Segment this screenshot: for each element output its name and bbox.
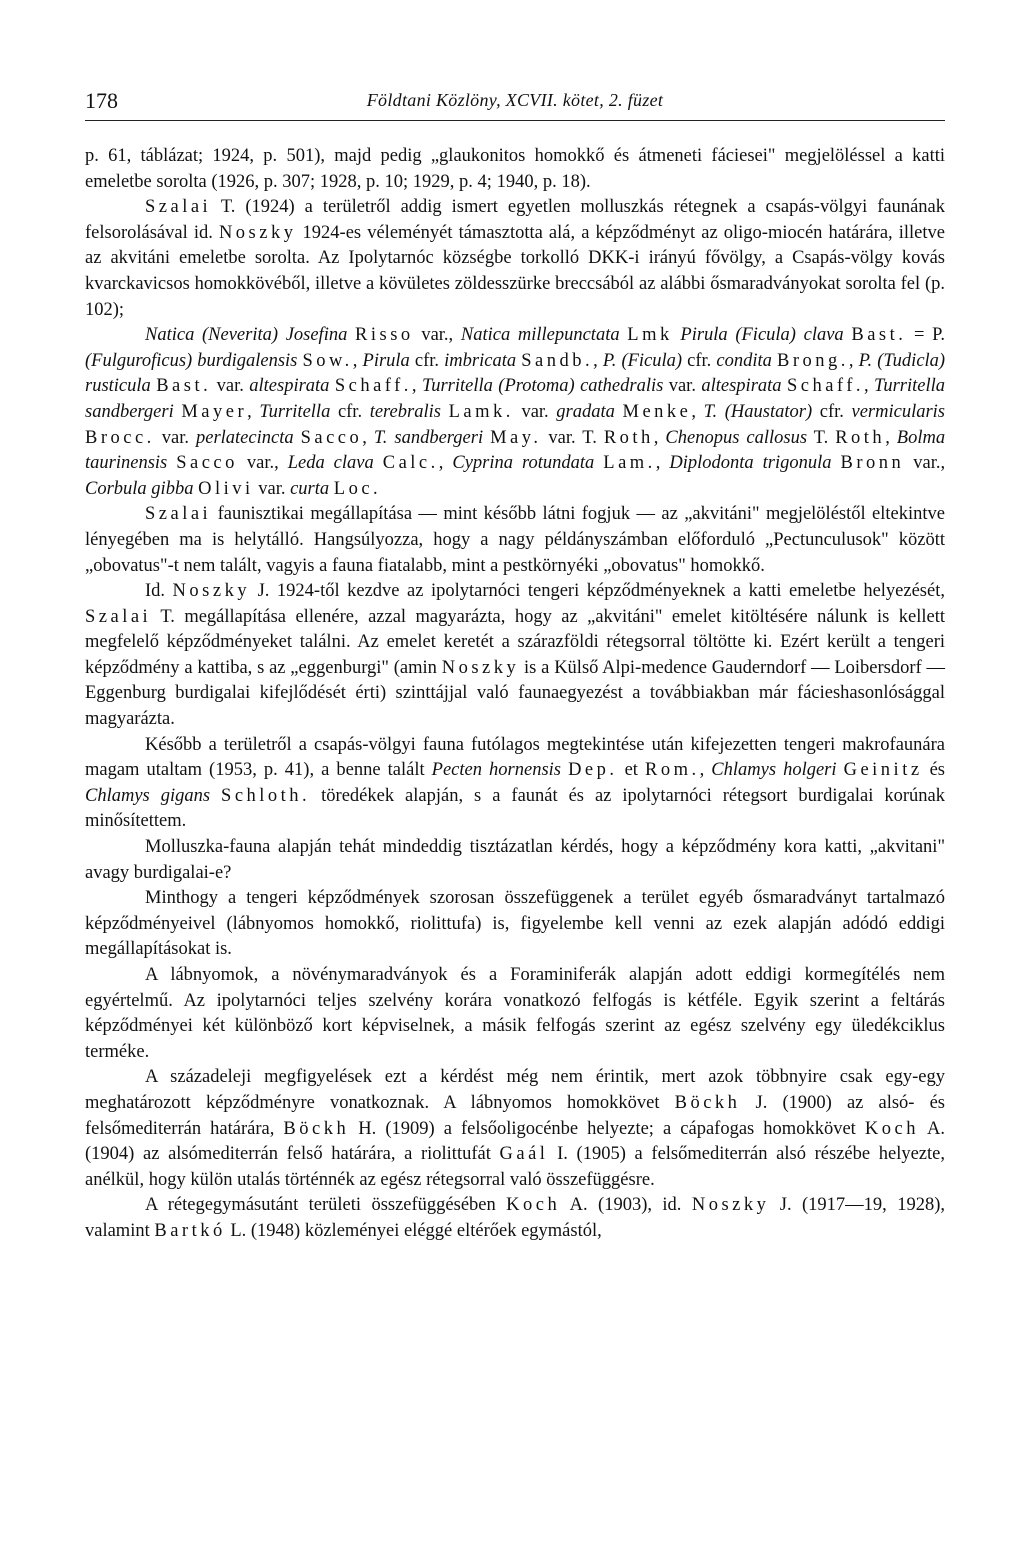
taxon: altespirata [249,376,330,397]
author-name: Lmk [627,325,673,346]
author-name: Sacco [176,453,238,474]
taxon: Pecten hornensis [431,760,561,781]
paragraph-11 [85,1193,945,1244]
text-run: H. (1909) a felsőoligocénbe helyezte; a cápafogas homokkövet [349,1118,865,1139]
paragraph-10 [85,1065,945,1193]
text-run: , [593,350,603,371]
author-name: Noszky [172,581,251,602]
text-run: J. 1924-től kezdve az ipolytarnóci tengeri képződményeknek a katti emeletbe helyezését, [250,581,945,602]
taxon: Pirula [362,350,410,371]
author-name: Sacco [300,427,363,448]
taxon: Diplodonta trigonula [669,453,832,474]
paragraph-1-text: p. 61, táblázat; 1924, p. 501), majd pedig „glaukonitos homokkő és átmeneti fáciesei" megjelöléssel a katti emeletbe sorolta (1926, p. 307; 1928, p. 10; 1929, p. 4; 1940, p. 18). [85,146,945,192]
author-name: Böckh [283,1118,350,1139]
fauna-list [85,323,945,502]
page-number: 178 [85,88,118,113]
author-name: Sandb. [521,350,594,371]
taxon: perlatecincta [195,427,294,448]
text-run: , [864,376,875,397]
text-run: Id. [145,581,173,602]
author-name: Noszky [441,657,520,678]
taxon: Chlamys gigans [85,785,211,806]
author-name: Sow. [302,350,353,371]
taxon: Chenopus callosus [665,427,808,448]
taxon: terebralis [369,401,441,422]
text-run: , [362,427,374,448]
taxon: imbricata [444,350,517,371]
author-name: Lamk. [448,401,514,422]
paragraph-2 [85,195,945,323]
text-run: is a Külső Alpi-medence Gauderndorf — Loibersdorf — Eggenburg burdigalai kifejlődését érti) szinttájjal való faunaegyezést a továbbiakban már fácieshasonlósággal magyarázta. [85,657,945,730]
taxon: Turritella sandbergeri [85,376,945,422]
text-run: var. [663,376,702,397]
taxon: Pirula (Ficula) clava [680,325,844,346]
author-name: May. [490,427,542,448]
taxon: P. (Tudicla) rusticula [85,350,946,397]
author-name: Schloth. [221,785,311,806]
text-run: var. [513,401,557,422]
text-run: Molluszka-fauna alapján tehát mindeddig tisztázatlan kérdés, hogy a képződmény kora katti, „akvitani" avagy burdigalai-e? [85,837,945,883]
taxon: altespirata [701,376,782,397]
author-name: Brocc. [85,427,155,448]
text-run: I. (1905) a felsőmediterrán alsó részébe helyezte, anélkül, hogy külön utalás történnék az egész rétegsorral való összefüggésre. [85,1144,945,1190]
taxon: Natica (Neverita) Josefina [145,325,348,346]
author-name: Calc. [382,453,439,474]
text-run: J. (1900) az alsó- és felsőmediterrán határára, [85,1092,945,1139]
text-run: A századeleji megfigyelések ezt a kérdést még nem érintik, mert azok többnyire csak egy-egy meghatározott képződményre vonatkoznak. A lábnyomos homokkövet [85,1067,945,1113]
text-run: A. (1903), id. [560,1195,692,1216]
text-run: Később a területről a csapás-völgyi fauna futólagos megtekintése után kifejezetten tengeri makrofaunára magam utaltam (1953, p. 41), a benne talált [85,734,945,781]
text-run: et [617,760,645,781]
taxon: curta [290,478,330,499]
text-run: , [247,401,260,422]
text-run: J. (1917—19, 1928), valamint [85,1195,945,1241]
taxon: Chlamys holgeri [711,760,837,781]
text-run: cfr. [409,350,445,371]
taxon: Corbula gibba [85,478,194,499]
author-name: Dep. [568,760,618,781]
author-name: Rom. [644,760,700,781]
text-run: var., [413,325,461,346]
taxon: T. (Haustator) [703,401,813,422]
text-run: , [848,350,859,371]
text-run: , [699,760,712,781]
paragraph-7 [85,835,945,886]
author-name: Lam. [603,453,656,474]
taxon: Natica millepunctata [460,325,620,346]
author-name: Geinitz [843,760,923,781]
taxon: Leda clava [287,453,374,474]
text-run: var., [904,453,946,474]
author-name: Brong. [777,350,849,371]
text-run: = P. [906,325,946,346]
journal-title: Földtani Közlöny, XCVII. kötet, 2. füzet [366,90,664,110]
text-run: var., [237,453,288,474]
taxon: vermicularis [851,401,945,422]
author-name: Szalai [145,504,212,525]
text-run: töredékek alapján, s a faunát és az ipolytarnóci rétegsort burdigalai korúnak minősítettem. [85,785,945,832]
taxon: Turritella (Protoma) cathedralis [421,376,664,397]
author-name: Koch [864,1118,919,1139]
text-run: , [411,376,422,397]
author-name: Olivi [198,478,254,499]
text-run: , [352,350,363,371]
text-run: , [438,453,453,474]
author-name: Bartkó [154,1220,226,1241]
author-name: Mayer [181,401,248,422]
text-run: cfr. [682,350,717,371]
author-name: Bronn [840,453,905,474]
body-text [85,144,945,1245]
author-name: Szalai [145,197,212,218]
author-name: Noszky [218,222,297,243]
taxon: T. sandbergeri [373,427,484,448]
author-name: Noszky [691,1195,770,1216]
taxon: Turritella [259,401,331,422]
text-run: T. [807,427,836,448]
author-name: Risso [355,325,414,346]
paragraph-1 [85,144,945,195]
text-run: , [691,401,704,422]
text-run: L. (1948) közleményei eléggé eltérőek egymástól, [225,1220,602,1241]
text-run: A rétegegymásutánt területi összefüggésében [145,1195,507,1216]
taxon: P. (Ficula) [602,350,683,371]
text-run: , [655,453,670,474]
running-header [85,86,945,121]
author-name: Szalai [85,606,152,627]
paragraph-5 [85,579,945,733]
author-name: Menke [622,401,692,422]
author-name: Roth [835,427,886,448]
paragraph-9 [85,963,945,1065]
paragraph-8 [85,886,945,963]
taxon: gradata [556,401,615,422]
text-run: var. [253,478,291,499]
author-name: Gaál [499,1144,549,1165]
text-run: és [922,760,946,781]
text-run: A lábnyomok, a növénymaradványok és a Foraminiferák alapján adott eddigi kormegítélés nem egyértelmű. Az ipolytarnóci teljes szelvény korára vonatkozó felfogás is kétféle. Egyik szerint a feltárás képződményei két különböző kort képviselnek, a másik felfogás szerint az egész szelvény egy üledékciklus terméke. [85,965,945,1062]
text-run: T. (1924) a területről addig ismert egyetlen molluszkás rétegnek a csapás-völgyi faunának felsorolásával id. [85,197,945,243]
author-name: Loc. [333,478,382,499]
author-name: Schaff. [334,376,412,397]
text-run: cfr. [812,401,852,422]
taxon: (Fulguroficus) burdigalensis [85,350,298,371]
author-name: Roth [603,427,654,448]
author-name: Schaff. [786,376,865,397]
text-run: var. [211,376,250,397]
text-run: , [653,427,666,448]
text-run: 1924-es véleményét támasztotta alá, a képződményt az oligo-miocén határára, illetve az akvitáni emeletbe sorolta. Az Ipolytarnóc községbe torkolló DKK-i irányú fővölgy, a Csapás-völgy kovás kvarckavicsos homokkövéből, illetve a kövületes zöldesszürke breccsából az alábbi ősmaradványokat sorolta fel (p. 102); [85,222,945,320]
paragraph-6 [85,733,945,835]
author-name: Böckh [674,1092,741,1113]
paragraph-4 [85,502,945,579]
text-run: , [885,427,897,448]
text-run: T. megállapítása ellenére, azzal magyarázta, hogy az „akvitáni" emelet kitöltésére nálunk is kellett megfelelő képződményeket találni. Az emelet keretét a szárazföldi rétegsorral töltötte ki. Ezért került a tengeri képződmény a kattiba, s az „eggenburgi" (amin [85,606,945,678]
taxon: Bolma taurinensis [85,427,946,474]
taxon: Cyprina rotundata [452,453,595,474]
text-run: cfr. [330,401,370,422]
text-run: A. (1904) az alsómediterrán felső határára, a riolittufát [85,1118,945,1165]
author-name: Koch [506,1195,561,1216]
text-run: var. T. [541,427,604,448]
text-run: faunisztikai megállapítása — mint később látni fogjuk — az „akvitáni" megjelöléstől eltekintve lényegében ma is helytálló. Hangsúlyozza, hogy a nagy példányszámban előforduló „Pectunculusok" között „obovatus"-t nem talált, vagyis a fauna fiatalabb, mint a pestkörnyéki „obovatus" homokkő. [85,504,945,576]
taxon: condita [716,350,772,371]
text-run: Minthogy a tengeri képződmények szorosan összefüggenek a terület egyéb ősmaradványt tartalmazó képződményeivel (lábnyomos homokkő, riolittufa) is, figyelembe kell venni az ezek alapján adódó eddigi megállapításokat is. [85,888,945,960]
author-name: Bast. [851,325,907,346]
text-run: var. [154,427,196,448]
author-name: Bast. [156,376,212,397]
